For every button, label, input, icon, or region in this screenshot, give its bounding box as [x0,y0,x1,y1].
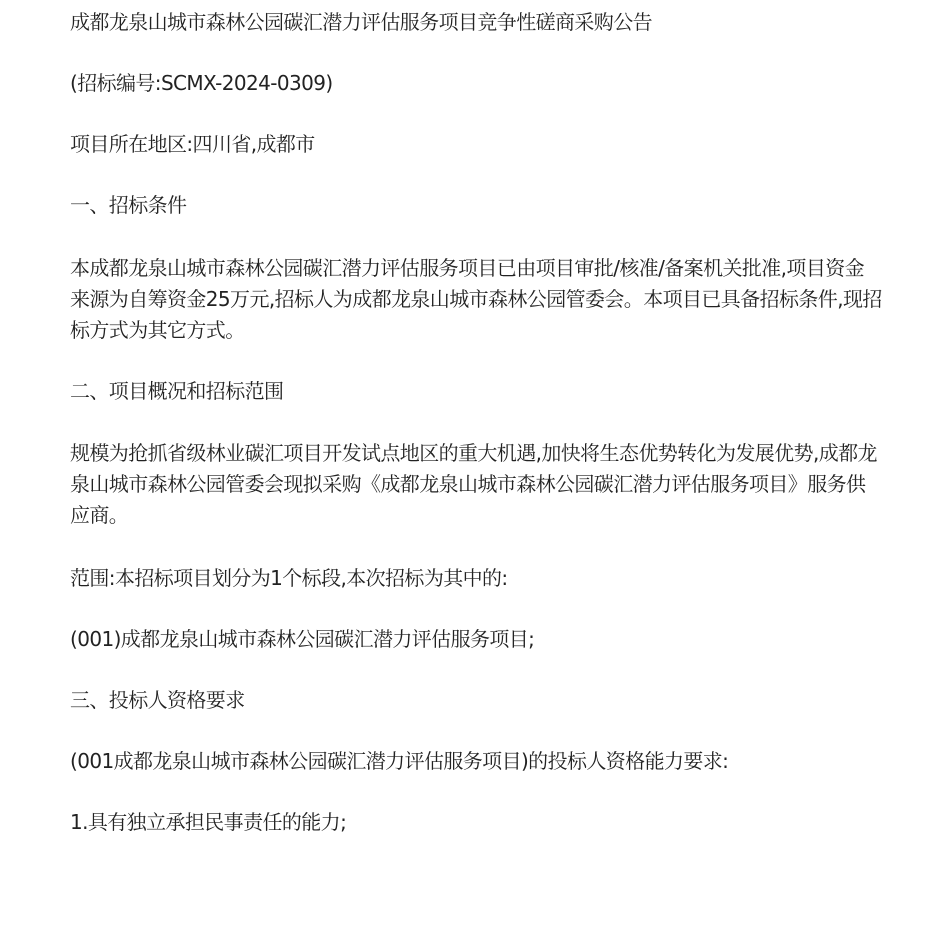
tender-scope: 范围:本招标项目划分为1个标段,本次招标为其中的: [70,566,508,590]
tender-conditions-paragraph: 本成都龙泉山城市森林公园碳汇潜力评估服务项目已由项目审批/核准/备案机关批准,项目资金来源为自筹资金25万元,招标人为成都龙泉山城市森林公园管委会。本项目已具备招标条件,现招标方式为其它方式。 [70,256,882,342]
lot-item: (001)成都龙泉山城市森林公园碳汇潜力评估服务项目; [70,627,535,651]
qualification-intro: (001成都龙泉山城市森林公园碳汇潜力评估服务项目)的投标人资格能力要求: [70,749,729,773]
requirement-item-1: 1.具有独立承担民事责任的能力; [70,810,347,834]
section-heading-tender-conditions: 一、招标条件 [70,193,187,217]
document-title: 成都龙泉山城市森林公园碳汇潜力评估服务项目竞争性磋商采购公告 [70,10,652,34]
tender-number: (招标编号:SCMX-2024-0309) [70,71,333,95]
project-overview-paragraph: 规模为抢抓省级林业碳汇项目开发试点地区的重大机遇,加快将生态优势转化为发展优势,成都龙泉山城市森林公园管委会现拟采购《成都龙泉山城市森林公园碳汇潜力评估服务项目》服务供应商。 [70,441,877,527]
section-heading-project-overview: 二、项目概况和招标范围 [70,379,284,403]
section-heading-bidder-qualification: 三、投标人资格要求 [70,688,245,712]
project-location: 项目所在地区:四川省,成都市 [70,132,315,156]
